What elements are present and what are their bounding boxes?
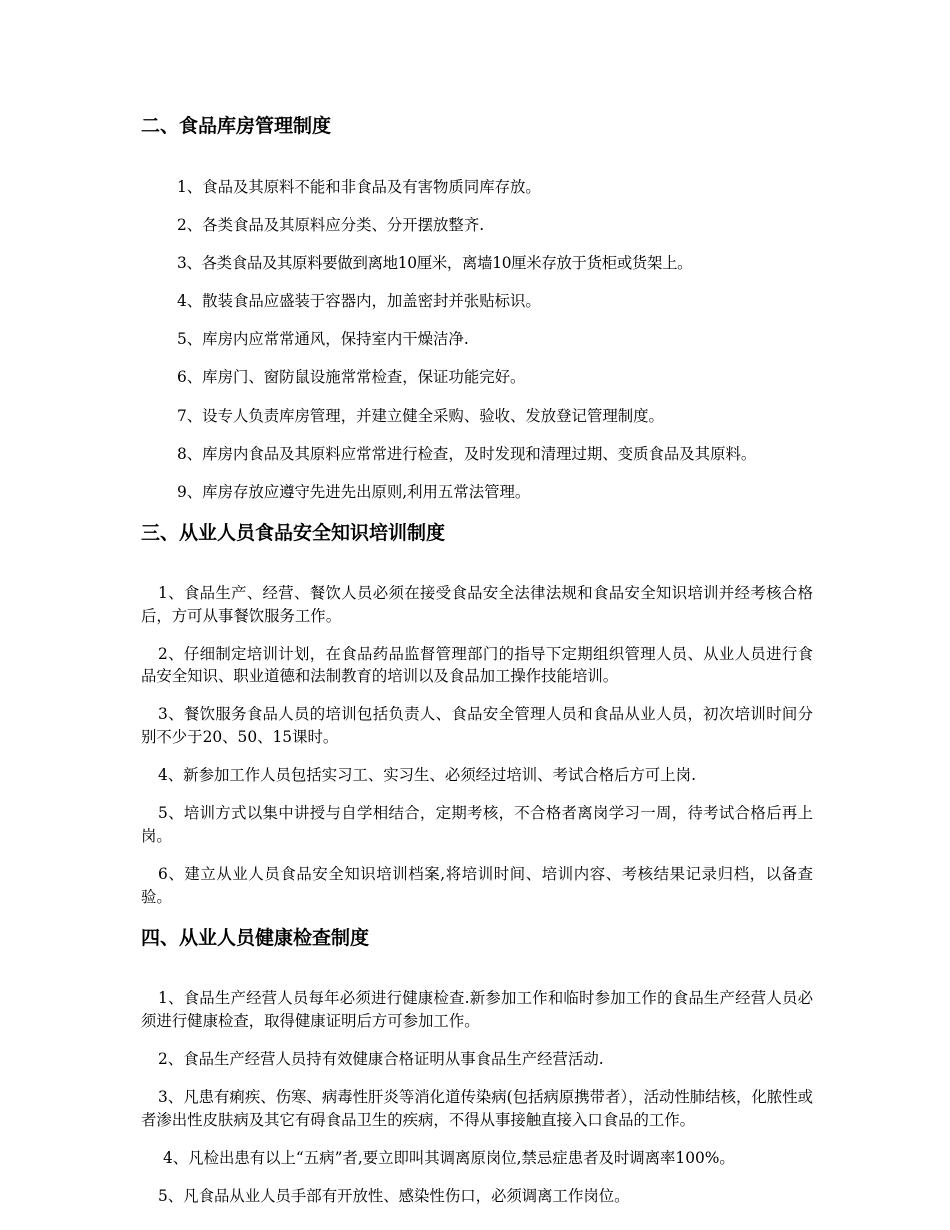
list-item: 2、食品生产经营人员持有效健康合格证明从事食品生产经营活动. bbox=[158, 1049, 604, 1068]
list-item: 5、凡食品从业人员手部有开放性、感染性伤口，必须调离工作岗位。 bbox=[158, 1186, 630, 1205]
list-item: 3、餐饮服务食品人员的培训包括负责人、食品安全管理人员和食品从业人员，初次培训时间分别不少于20、50、15课时。 bbox=[141, 705, 813, 747]
list-item: 1、食品及其原料不能和非食品及有害物质同库存放。 bbox=[177, 178, 541, 196]
list-item: 5、培训方式以集中讲授与自学相结合，定期考核，不合格者离岗学习一周，待考试合格后再上岗。 bbox=[141, 804, 813, 846]
section-heading: 三、从业人员食品安全知识培训制度 bbox=[141, 521, 446, 544]
section-heading: 四、从业人员健康检查制度 bbox=[141, 926, 370, 949]
list-item: 9、库房存放应遵守先进先出原则,利用五常法管理。 bbox=[177, 482, 531, 501]
item-list bbox=[141, 582, 813, 909]
section-staff-training bbox=[141, 519, 813, 909]
list-item: 4、新参加工作人员包括实习工、实习生、必须经过培训、考试合格后方可上岗. bbox=[158, 766, 696, 785]
list-item: 3、凡患有痢疾、伤寒、病毒性肝炎等消化道传染病(包括病原携带者），活动性肺结核，化脓性或者渗出性皮肤病及其它有碍食品卫生的疾病，不得从事接触直接入口食品的工作。 bbox=[141, 1087, 813, 1129]
list-item: 3、各类食品及其原料要做到离地10厘米，离墙10厘米存放于货柜或货架上。 bbox=[177, 254, 693, 273]
document-page bbox=[141, 112, 813, 1223]
section-storage-management bbox=[141, 112, 813, 503]
list-item: 4、散装食品应盛装于容器内，加盖密封并张贴标识。 bbox=[177, 292, 541, 311]
list-item: 1、食品生产经营人员每年必须进行健康检查.新参加工作和临时参加工作的食品生产经营人员必须进行健康检查，取得健康证明后方可参加工作。 bbox=[141, 988, 813, 1030]
list-item: 6、建立从业人员食品安全知识培训档案,将培训时间、培训内容、考核结果记录归档，以备查验。 bbox=[141, 865, 813, 906]
list-item: 1、食品生产、经营、餐饮人员必须在接受食品安全法律法规和食品安全知识培训并经考核合格后，方可从事餐饮服务工作。 bbox=[141, 583, 813, 625]
list-item: 8、库房内食品及其原料应常常进行检查，及时发现和清理过期、变质食品及其原料。 bbox=[177, 444, 757, 463]
item-list bbox=[141, 176, 813, 503]
list-item: 4、凡检出患有以上“五病”者,要立即叫其调离原岗位,禁忌症患者及时调离率100%。 bbox=[163, 1148, 735, 1167]
section-heading: 二、食品库房管理制度 bbox=[141, 115, 332, 137]
item-list bbox=[141, 987, 813, 1207]
list-item: 2、各类食品及其原料应分类、分开摆放整齐. bbox=[177, 216, 485, 235]
list-item: 2、仔细制定培训计划，在食品药品监督管理部门的指导下定期组织管理人员、从业人员进行食品安全知识、职业道德和法制教育的培训以及食品加工操作技能培训。 bbox=[141, 644, 813, 686]
list-item: 7、设专人负责库房管理，并建立健全采购、验收、发放登记管理制度。 bbox=[177, 406, 664, 425]
list-item: 6、库房门、窗防鼠设施常常检查，保证功能完好。 bbox=[177, 368, 526, 387]
list-item: 5、库房内应常常通风，保持室内干燥洁净. bbox=[177, 330, 469, 349]
section-health-check bbox=[141, 924, 813, 1207]
